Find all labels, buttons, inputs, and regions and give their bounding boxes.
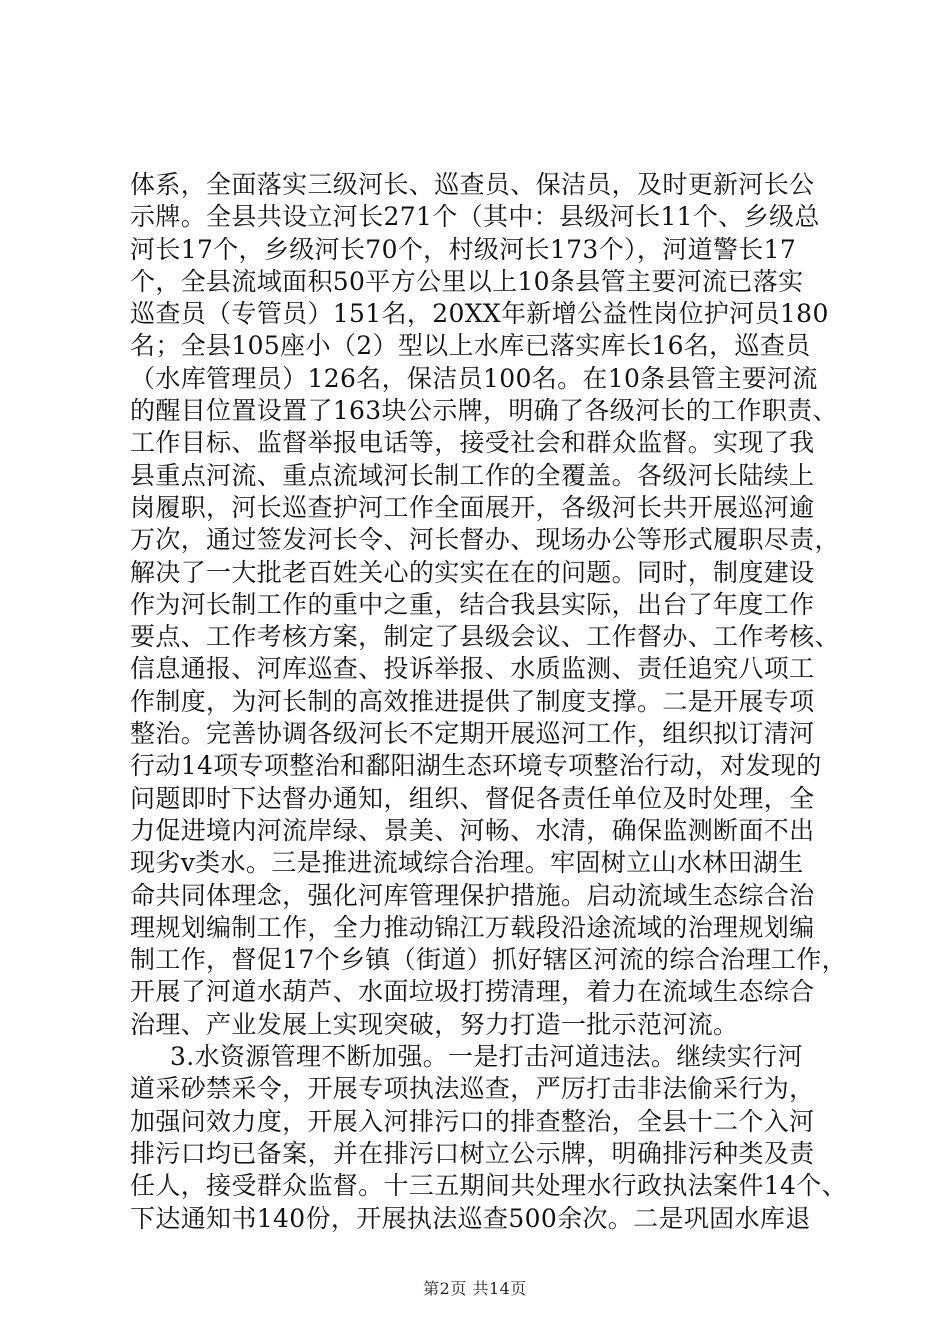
text-line: 个，全县流域面积50平方公里以上10条县管主要河流已落实 bbox=[130, 266, 804, 296]
text-line: 体系，全面落实三级河长、巡查员、保洁员，及时更新河长公 bbox=[130, 170, 815, 199]
text-line: 解决了一大批老百姓关心的实实在在的问题。同时，制度建设 bbox=[130, 557, 815, 587]
text-line: 名；全县105座小（2）型以上水库已落实库长16名，巡查员 bbox=[130, 331, 811, 361]
text-line: 作制度，为河长制的高效推进提供了制度支撑。二是开展专项 bbox=[130, 686, 815, 716]
text-line: 工作目标、监督举报电话等，接受社会和群众监督。实现了我 bbox=[130, 428, 815, 458]
text-line: 巡查员（专管员）151名，20XX年新增公益性岗位护河员180 bbox=[130, 299, 829, 329]
text-line: （水库管理员）126名，保洁员100名。在10条县管主要河流 bbox=[130, 363, 818, 393]
text-line: 万次，通过签发河长令、河长督办、现场办公等形式履职尽责， bbox=[130, 525, 840, 555]
text-line: 治理、产业发展上实现突破，努力打造一批示范河流。 bbox=[130, 1009, 739, 1039]
text-line: 下达通知书140份，开展执法巡查500余次。二是巩固水库退 bbox=[130, 1203, 811, 1233]
text-line: 岗履职，河长巡查护河工作全面展开，各级河长共开展巡河逾 bbox=[130, 492, 815, 522]
text-line: 任人，接受群众监督。十三五期间共处理水行政执法案件14个、 bbox=[130, 1171, 847, 1201]
text-line: 信息通报、河库巡查、投诉举报、水质监测、责任追究八项工 bbox=[130, 654, 815, 684]
text-line: 行动14项专项整治和鄱阳湖生态环境专项整治行动，对发现的 bbox=[130, 751, 822, 781]
text-line: 理规划编制工作，全力推动锦江万载段沿途流域的治理规划编 bbox=[130, 912, 815, 942]
text-line: 开展了河道水葫芦、水面垃圾打捞清理，着力在流域生态综合 bbox=[130, 977, 815, 1007]
document-body bbox=[130, 169, 847, 1235]
text-line: 的醒目位置设置了163块公示牌，明确了各级河长的工作职责、 bbox=[130, 396, 838, 426]
text-line: 要点、工作考核方案，制定了县级会议、工作督办、工作考核、 bbox=[130, 622, 840, 652]
text-line: 制工作，督促17个乡镇（街道）抓好辖区河流的综合治理工作， bbox=[130, 945, 847, 975]
text-line: 排污口均已备案，并在排污口树立公示牌，明确排污种类及责 bbox=[130, 1138, 815, 1168]
page-number-footer: 第2页 共14页 bbox=[423, 1279, 527, 1298]
paragraph-start-line: 3.水资源管理不断加强。一是打击河道违法。继续实行河 bbox=[170, 1042, 803, 1072]
text-line: 加强问效力度，开展入河排污口的排查整治，全县十二个入河 bbox=[130, 1106, 815, 1136]
text-line: 道采砂禁采令，开展专项执法巡查，严厉打击非法偷采行为， bbox=[130, 1074, 815, 1104]
text-line: 力促进境内河流岸绿、景美、河畅、水清，确保监测断面不出 bbox=[130, 815, 815, 845]
text-line: 命共同体理念，强化河库管理保护措施。启动流域生态综合治 bbox=[130, 880, 815, 910]
text-line: 河长17个，乡级河长70个，村级河长173个），河道警长17 bbox=[130, 234, 797, 264]
text-line: 问题即时下达督办通知，组织、督促各责任单位及时处理，全 bbox=[130, 783, 815, 813]
text-line: 示牌。全县共设立河长271个（其中：县级河长11个、乡级总 bbox=[130, 202, 820, 232]
text-line: 县重点河流、重点流域河长制工作的全覆盖。各级河长陆续上 bbox=[130, 460, 815, 490]
text-line: 现劣v类水。三是推进流域综合治理。牢固树立山水林田湖生 bbox=[130, 848, 804, 878]
text-line: 整治。完善协调各级河长不定期开展巡河工作，组织拟订清河 bbox=[130, 719, 815, 749]
text-line: 作为河长制工作的重中之重，结合我县实际，出台了年度工作 bbox=[130, 589, 815, 619]
